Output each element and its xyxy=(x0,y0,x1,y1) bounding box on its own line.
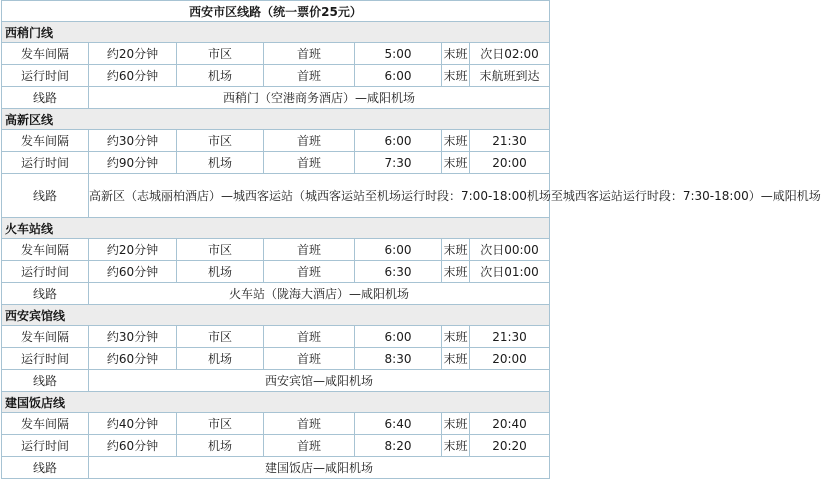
interval-cell: 约20分钟 xyxy=(89,43,177,65)
table-row xyxy=(2,65,550,87)
table-row xyxy=(2,261,550,283)
route-text: 火车站（陇海大酒店）—咸阳机场 xyxy=(89,283,550,305)
last-bus-label: 末班 xyxy=(442,261,470,283)
last-bus-label: 末班 xyxy=(442,152,470,174)
first-bus-time: 7:30 xyxy=(355,152,442,174)
table-row xyxy=(2,326,550,348)
first-bus-time: 5:00 xyxy=(355,43,442,65)
row-label: 线路 xyxy=(2,457,89,479)
table-row xyxy=(2,152,550,174)
first-bus-label: 首班 xyxy=(264,43,355,65)
row-label: 线路 xyxy=(2,283,89,305)
first-bus-label: 首班 xyxy=(264,348,355,370)
last-bus-label: 末班 xyxy=(442,326,470,348)
origin-cell: 市区 xyxy=(177,326,264,348)
row-label: 运行时间 xyxy=(2,435,89,457)
last-bus-label: 末班 xyxy=(442,43,470,65)
last-bus-label: 末班 xyxy=(442,435,470,457)
row-label: 线路 xyxy=(2,370,89,392)
row-label: 线路 xyxy=(2,87,89,109)
first-bus-time: 8:30 xyxy=(355,348,442,370)
table-title: 西安市区线路（统一票价25元） xyxy=(2,1,550,22)
duration-cell: 约60分钟 xyxy=(89,65,177,87)
origin-cell: 机场 xyxy=(177,152,264,174)
last-bus-time: 21:30 xyxy=(470,326,550,348)
last-bus-time: 次日02:00 xyxy=(470,43,550,65)
row-label: 发车间隔 xyxy=(2,130,89,152)
section-header: 建国饭店线 xyxy=(2,392,550,413)
table-row xyxy=(2,130,550,152)
last-bus-time: 21:30 xyxy=(470,130,550,152)
row-label: 运行时间 xyxy=(2,261,89,283)
interval-cell: 约40分钟 xyxy=(89,413,177,435)
row-label: 运行时间 xyxy=(2,65,89,87)
last-bus-label: 末班 xyxy=(442,239,470,261)
interval-cell: 约30分钟 xyxy=(89,130,177,152)
row-label: 发车间隔 xyxy=(2,413,89,435)
duration-cell: 约60分钟 xyxy=(89,261,177,283)
last-bus-time: 次日01:00 xyxy=(470,261,550,283)
row-label: 线路 xyxy=(2,174,89,218)
section-header: 高新区线 xyxy=(2,109,550,130)
section-header: 火车站线 xyxy=(2,218,550,239)
origin-cell: 机场 xyxy=(177,348,264,370)
section-header: 西稍门线 xyxy=(2,22,550,43)
last-bus-time: 20:00 xyxy=(470,348,550,370)
origin-cell: 市区 xyxy=(177,239,264,261)
table-row xyxy=(2,174,550,218)
last-bus-label: 末班 xyxy=(442,130,470,152)
first-bus-label: 首班 xyxy=(264,435,355,457)
first-bus-time: 6:00 xyxy=(355,130,442,152)
table-row xyxy=(2,283,550,305)
table-row xyxy=(2,370,550,392)
first-bus-label: 首班 xyxy=(264,130,355,152)
row-label: 发车间隔 xyxy=(2,326,89,348)
last-bus-label: 末班 xyxy=(442,413,470,435)
first-bus-label: 首班 xyxy=(264,261,355,283)
bus-schedule-table xyxy=(1,0,821,479)
table-row xyxy=(2,87,550,109)
row-label: 发车间隔 xyxy=(2,239,89,261)
duration-cell: 约60分钟 xyxy=(89,348,177,370)
row-label: 发车间隔 xyxy=(2,43,89,65)
last-bus-time: 次日00:00 xyxy=(470,239,550,261)
first-bus-label: 首班 xyxy=(264,239,355,261)
first-bus-time: 6:00 xyxy=(355,65,442,87)
table-row xyxy=(2,413,550,435)
row-label: 运行时间 xyxy=(2,348,89,370)
interval-cell: 约30分钟 xyxy=(89,326,177,348)
first-bus-label: 首班 xyxy=(264,326,355,348)
table-row xyxy=(2,435,550,457)
last-bus-time: 20:00 xyxy=(470,152,550,174)
duration-cell: 约60分钟 xyxy=(89,435,177,457)
table-row xyxy=(2,457,550,479)
last-bus-time: 20:20 xyxy=(470,435,550,457)
table-row xyxy=(2,43,550,65)
first-bus-time: 6:30 xyxy=(355,261,442,283)
section-header: 西安宾馆线 xyxy=(2,305,550,326)
interval-cell: 约20分钟 xyxy=(89,239,177,261)
first-bus-time: 6:00 xyxy=(355,326,442,348)
first-bus-label: 首班 xyxy=(264,152,355,174)
route-text: 建国饭店—咸阳机场 xyxy=(89,457,550,479)
first-bus-time: 6:00 xyxy=(355,239,442,261)
origin-cell: 市区 xyxy=(177,130,264,152)
table-row xyxy=(2,239,550,261)
last-bus-label: 末班 xyxy=(442,65,470,87)
row-label: 运行时间 xyxy=(2,152,89,174)
route-text: 西稍门（空港商务酒店）—咸阳机场 xyxy=(89,87,550,109)
first-bus-time: 6:40 xyxy=(355,413,442,435)
table-row xyxy=(2,348,550,370)
origin-cell: 机场 xyxy=(177,435,264,457)
first-bus-label: 首班 xyxy=(264,65,355,87)
origin-cell: 市区 xyxy=(177,43,264,65)
route-text: 西安宾馆—咸阳机场 xyxy=(89,370,550,392)
origin-cell: 市区 xyxy=(177,413,264,435)
origin-cell: 机场 xyxy=(177,261,264,283)
route-text: 高新区（志城丽柏酒店）—城西客运站（城西客运站至机场运行时段：7:00-18:00机场至城西客运站运行时段：7:30-18:00）—咸阳机场 xyxy=(89,174,550,218)
last-bus-time: 末航班到达 xyxy=(470,65,550,87)
last-bus-time: 20:40 xyxy=(470,413,550,435)
first-bus-label: 首班 xyxy=(264,413,355,435)
duration-cell: 约90分钟 xyxy=(89,152,177,174)
origin-cell: 机场 xyxy=(177,65,264,87)
first-bus-time: 8:20 xyxy=(355,435,442,457)
last-bus-label: 末班 xyxy=(442,348,470,370)
